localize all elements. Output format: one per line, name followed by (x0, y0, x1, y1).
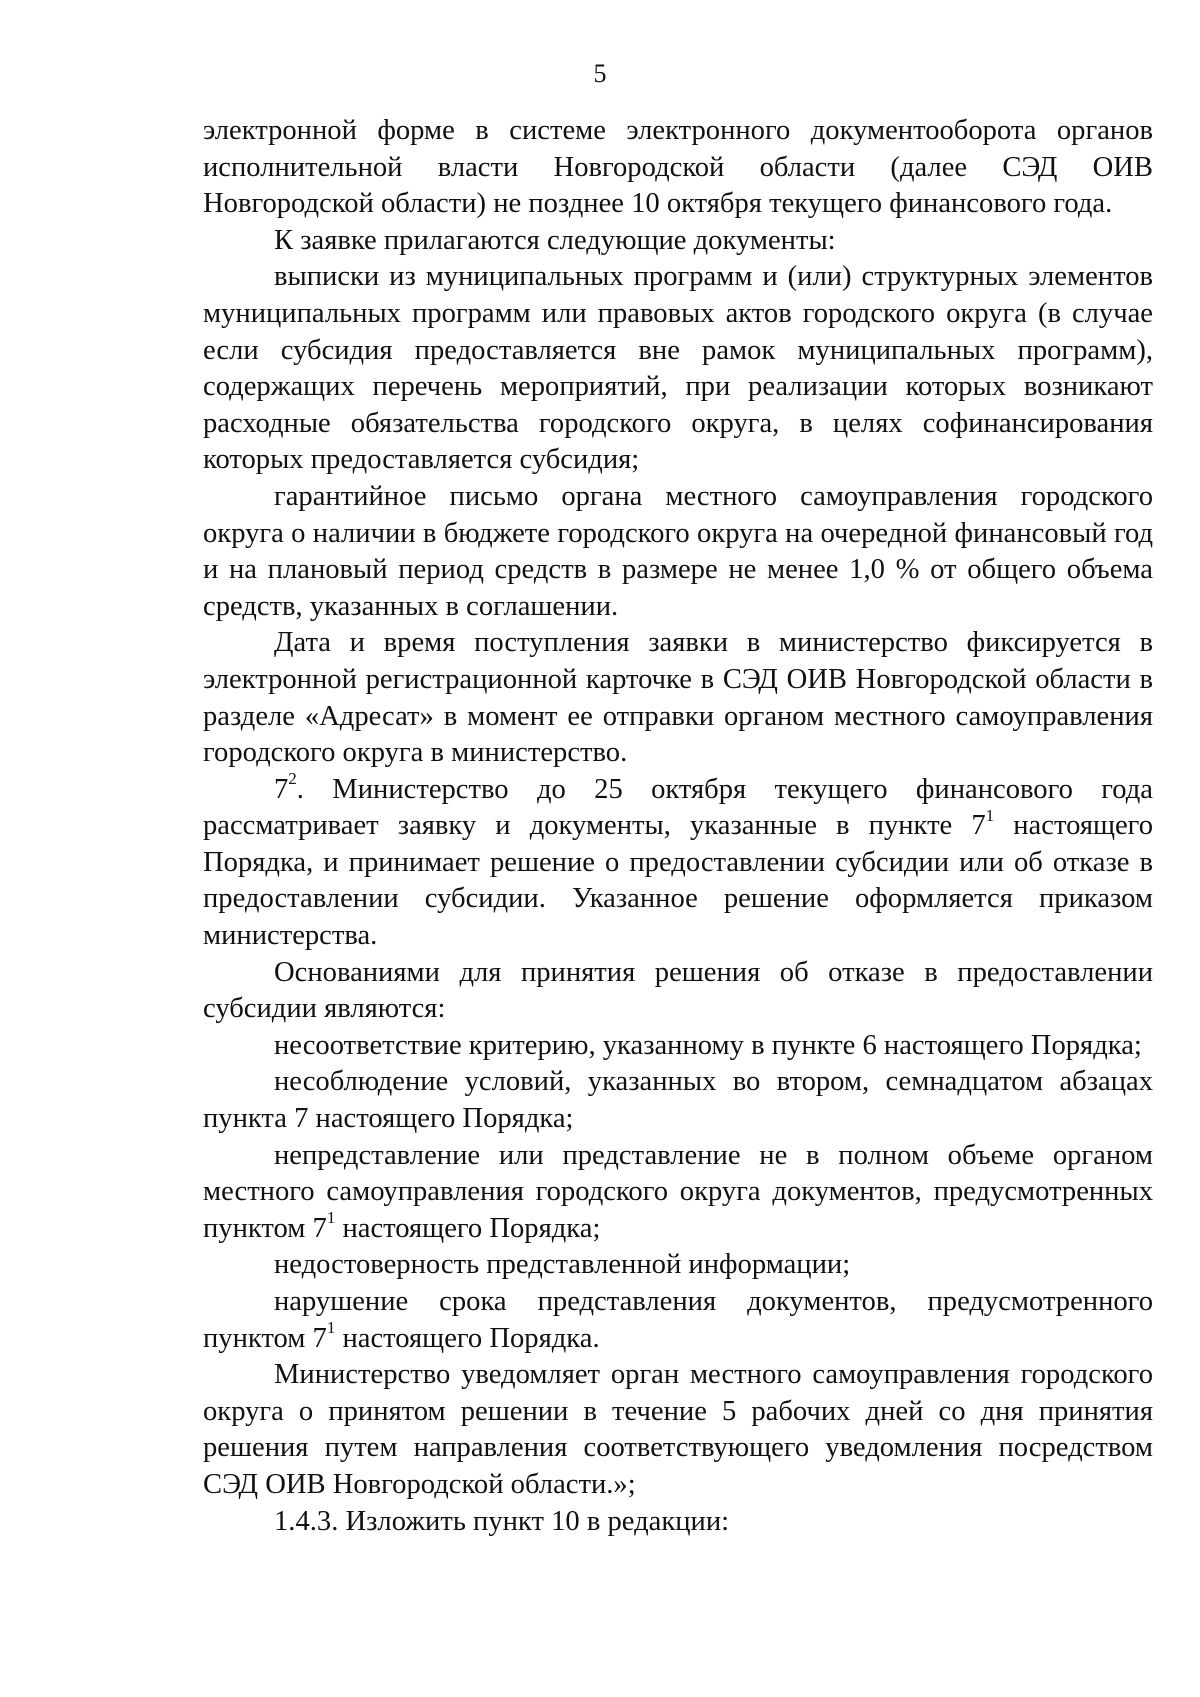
paragraph-refusal-criterion: несоответствие критерию, указанному в пункте 6 настоящего Порядка; (274, 1029, 1142, 1061)
paragraph-registration-date: Дата и время поступления заявки в министерство фиксируется в электронной регистрационной карточке в СЭД ОИВ Новгородской области в разделе «Адресат» в момент ее отправки органом местного самоуправления городского округа в министерство. (203, 627, 1153, 769)
paragraph-refusal-missing-documents (203, 1138, 1153, 1248)
refusal-missing-part-b: настоящего Порядка; (335, 1212, 601, 1244)
paragraph-clause-7-2 (203, 769, 1153, 955)
refusal-missing-part-a: непредставление или представление не в полном объеме органом местного самоуправления городского округа документов, предусмотренных пунктом 7 (203, 1139, 1153, 1244)
paragraph-decision-notification: Министерство уведомляет орган местного самоуправления городского округа о принятом решении в течение 5 рабочих дней со дня принятия решения путем направления соответствующего уведомления посредством СЭД ОИВ Новгородской области.»; (203, 1359, 1153, 1500)
document-body (203, 113, 1153, 1540)
clause-reference-superscript: 1 (985, 805, 995, 825)
paragraph-refusal-conditions: несоблюдение условий, указанных во втором, семнадцатом абзацах пункта 7 настоящего Порядка; (203, 1066, 1153, 1135)
refusal-missing-superscript: 1 (326, 1208, 336, 1228)
paragraph-submission-deadline: электронной форме в системе электронного документооборота органов исполнительной власти Новгородской области (далее СЭД ОИВ Новгородской области) не позднее 10 октября текущего финансового года. (203, 115, 1153, 220)
paragraph-program-extracts: выписки из муниципальных программ и (или) структурных элементов муниципальных программ или правовых актов городского округа (в случае если субсидия предоставляется вне рамок муниципальных программ), содержащих перечень мероприятий, при реализации которых возникают расходные обязательства городского округа, в целях софинансирования которых предоставляется субсидия; (203, 261, 1153, 476)
refusal-deadline-part-b: настоящего Порядка. (335, 1322, 600, 1354)
refusal-deadline-superscript: 1 (326, 1318, 336, 1338)
refusal-deadline-part-a: нарушение срока представления документов, предусмотренного пунктом 7 (203, 1286, 1153, 1354)
clause-text-part-a: . Министерство до 25 октября текущего финансового года рассматривает заявку и документы, указанные в пункте 7 (203, 773, 1153, 842)
clause-text-part-b: настоящего Порядка, и принимает решение о предоставлении субсидии или об отказе в предоставлении субсидии. Указанное решение оформляется приказом министерства. (203, 810, 1153, 952)
paragraph-amendment-clause-10: 1.4.3. Изложить пункт 10 в редакции: (274, 1505, 730, 1537)
paragraph-guarantee-letter: гарантийное письмо органа местного самоуправления городского округа о наличии в бюджете городского округа на очередной финансовый год и на плановый период средств в размере не менее 1,0 % от общего объема средств, указанных в соглашении. (203, 480, 1153, 622)
page-number: 5 (593, 59, 607, 88)
paragraph-refusal-inaccuracy: недостоверность представленной информации; (274, 1249, 851, 1281)
clause-number-base: 7 (274, 773, 289, 805)
paragraph-attached-documents-intro: К заявке прилагаются следующие документы: (274, 224, 836, 256)
clause-number-superscript: 2 (288, 769, 297, 789)
paragraph-refusal-grounds-intro: Основаниями для принятия решения об отказе в предоставлении субсидии являются: (203, 956, 1153, 1025)
paragraph-refusal-deadline-violation (203, 1284, 1153, 1357)
